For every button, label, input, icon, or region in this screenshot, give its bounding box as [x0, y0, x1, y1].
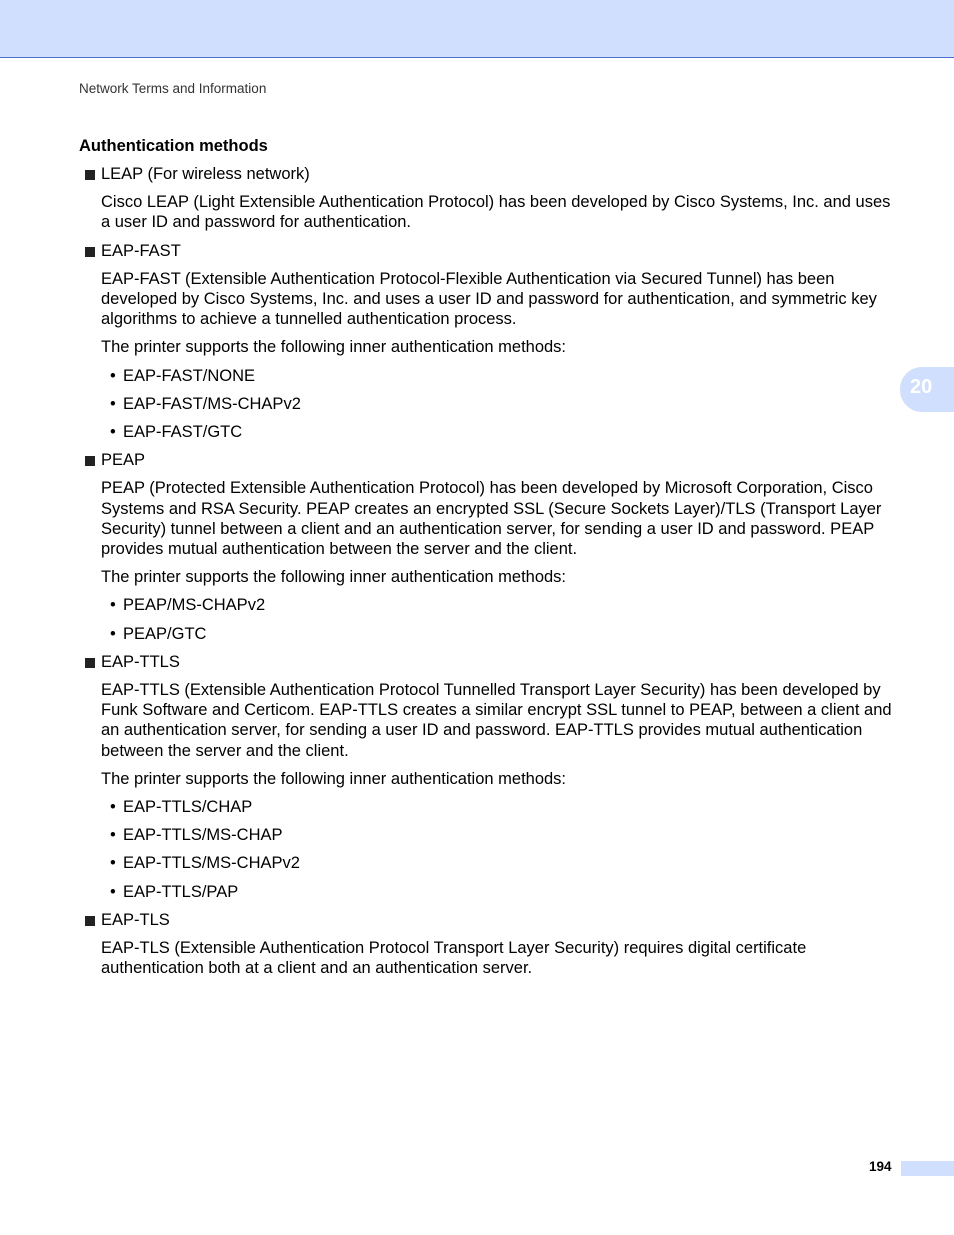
method-paragraph: The printer supports the following inner authentication methods: — [101, 769, 567, 788]
method-heading — [79, 910, 899, 930]
chapter-tab — [900, 367, 954, 412]
page-number-bar — [901, 1161, 954, 1176]
method-title: PEAP — [101, 451, 146, 470]
inner-method-item — [110, 882, 899, 902]
inner-method-item — [110, 394, 899, 414]
inner-method-item — [110, 825, 899, 845]
bullet-dot-icon: • — [110, 882, 116, 901]
bullet-dot-icon: • — [110, 798, 116, 817]
method-title: EAP-TLS — [101, 910, 170, 929]
inner-method-item — [110, 797, 899, 817]
method-paragraph: EAP-TLS (Extensible Authentication Protocol Transport Layer Security) requires digital certificate authentication both at a client and an authentication server. — [101, 939, 807, 978]
method-paragraph: EAP-TTLS (Extensible Authentication Protocol Tunnelled Transport Layer Security) has been developed by Funk Software and Certicom. EAP-TTLS creates a similar encrypt SSL tunnel to PEAP, between a client and an authentication server, for sending a user ID and password. EAP-TTLS provides mutual authentication between the server and the client. — [101, 681, 892, 760]
inner-method-label: EAP-TTLS/MS-CHAP — [123, 826, 283, 845]
inner-method-item — [110, 366, 899, 386]
square-bullet-icon — [85, 170, 95, 180]
inner-method-item — [110, 422, 899, 442]
breadcrumb: Network Terms and Information — [79, 81, 267, 96]
bullet-dot-icon: • — [110, 854, 116, 873]
bullet-dot-icon: • — [110, 596, 116, 615]
method-heading — [79, 450, 899, 470]
method-heading — [79, 652, 899, 672]
inner-method-label: PEAP/MS-CHAPv2 — [123, 596, 266, 615]
inner-method-label: EAP-FAST/MS-CHAPv2 — [123, 394, 301, 413]
method-paragraph: The printer supports the following inner authentication methods: — [101, 338, 567, 357]
method-paragraph: EAP-FAST (Extensible Authentication Protocol-Flexible Authentication via Secured Tunnel) has been developed by Cisco Systems, Inc. and uses a user ID and password for authentication, and symmetric key algorithms to achieve a tunnelled authentication process. — [101, 269, 877, 329]
method-paragraph: The printer supports the following inner authentication methods: — [101, 568, 567, 587]
inner-method-item — [110, 853, 899, 873]
inner-method-label: PEAP/GTC — [123, 624, 207, 643]
square-bullet-icon — [85, 456, 95, 466]
bullet-dot-icon: • — [110, 423, 116, 442]
method-paragraph: Cisco LEAP (Light Extensible Authentication Protocol) has been developed by Cisco Systems, Inc. and uses a user ID and password for authentication. — [101, 193, 891, 232]
bullet-dot-icon: • — [110, 624, 116, 643]
chapter-number: 20 — [910, 376, 933, 398]
bullet-dot-icon: • — [110, 394, 116, 413]
inner-method-label: EAP-TTLS/CHAP — [123, 798, 253, 817]
inner-method-label: EAP-TTLS/PAP — [123, 882, 239, 901]
bullet-dot-icon: • — [110, 366, 116, 385]
method-title: EAP-FAST — [101, 241, 181, 260]
square-bullet-icon — [85, 916, 95, 926]
square-bullet-icon — [85, 247, 95, 257]
inner-method-label: EAP-FAST/GTC — [123, 423, 243, 442]
header-band — [0, 0, 954, 58]
method-heading — [79, 164, 899, 184]
inner-method-label: EAP-TTLS/MS-CHAPv2 — [123, 854, 300, 873]
square-bullet-icon — [85, 658, 95, 668]
bullet-dot-icon: • — [110, 826, 116, 845]
method-title: LEAP (For wireless network) — [101, 165, 310, 183]
method-paragraph: PEAP (Protected Extensible Authentication Protocol) has been developed by Microsoft Corporation, Cisco Systems and RSA Security. PEAP creates an encrypted SSL (Secure Sockets Layer)/TLS (Transport Layer Security) tunnel between a client and an authentication server, for sending a user ID and password. PEAP provides mutual authentication between the server and the client. — [101, 479, 882, 559]
method-title: EAP-TTLS — [101, 652, 180, 671]
inner-method-item — [110, 595, 899, 615]
section-heading: Authentication methods — [79, 137, 268, 155]
inner-method-item — [110, 624, 899, 644]
inner-method-label: EAP-FAST/NONE — [123, 366, 256, 385]
page-number: 194 — [869, 1159, 892, 1174]
section-content — [79, 164, 899, 987]
method-heading — [79, 241, 899, 261]
